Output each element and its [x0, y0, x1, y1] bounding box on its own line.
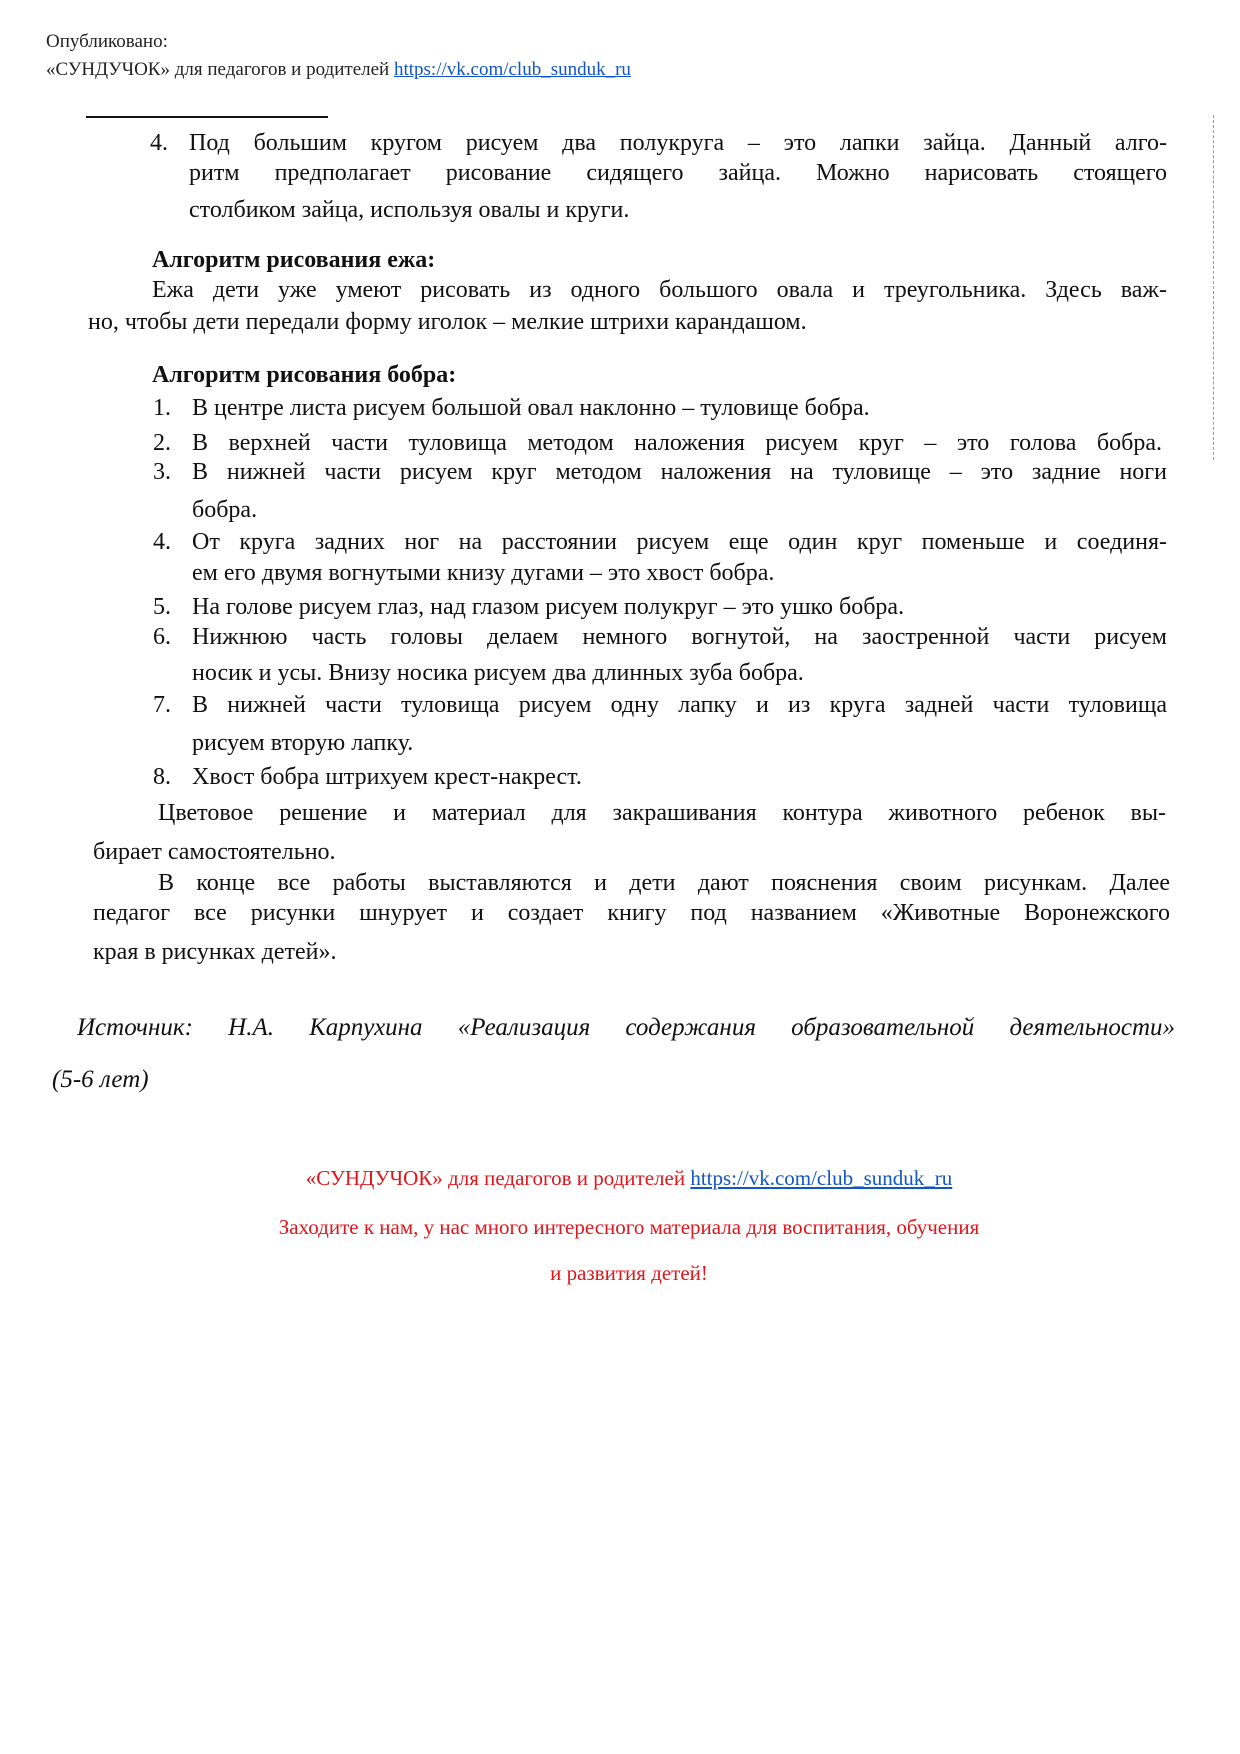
text-line: В нижней части туловища рисуем одну лапку и из круга задней части туловища	[192, 692, 1167, 718]
text-line: бобра.	[192, 497, 258, 523]
text-line: Ежа дети уже умеют рисовать из одного большого овала и треугольника. Здесь важ-	[152, 277, 1167, 303]
footnote-rule	[86, 116, 328, 118]
text-line: педагог все рисунки шнурует и создает книгу под названием «Животные Воронежского	[93, 900, 1170, 926]
list-number: 2.	[153, 430, 171, 456]
text-line: ритм предполагает рисование сидящего зайца. Можно нарисовать стоящего	[189, 160, 1167, 186]
list-number: 4.	[153, 529, 171, 555]
text-line: В нижней части рисуем круг методом наложения на туловище – это задние ноги	[192, 459, 1167, 485]
text-line: рисуем вторую лапку.	[192, 730, 414, 756]
text-line: столбиком зайца, используя овалы и круги.	[189, 197, 630, 223]
footer-invite-2: и развития детей!	[550, 1261, 708, 1285]
text-line: Цветовое решение и материал для закрашивания контура животного ребенок вы-	[158, 800, 1166, 826]
text-line: носик и усы. Внизу носика рисуем два длинных зуба бобра.	[192, 660, 804, 686]
list-number: 4.	[150, 130, 168, 156]
text-line: края в рисунках детей».	[93, 939, 337, 965]
footer-source	[0, 1165, 1240, 1191]
text-line: ем его двумя вогнутыми книзу дугами – это хвост бобра.	[192, 560, 775, 586]
list-number: 1.	[153, 395, 171, 421]
text-line: В центре листа рисуем большой овал наклонно – туловище бобра.	[192, 395, 870, 421]
footer-source-text: «СУНДУЧОК» для педагогов и родителей	[305, 1166, 686, 1190]
list-number: 6.	[153, 624, 171, 650]
text-line: В конце все работы выставляются и дети дают пояснения своим рисункам. Далее	[158, 870, 1170, 896]
source-age: (5-6 лет)	[52, 1066, 149, 1093]
text-line: но, чтобы дети передали форму иголок – мелкие штрихи карандашом.	[88, 309, 807, 335]
text-line: В верхней части туловища методом наложения рисуем круг – это голова бобра.	[192, 430, 1162, 456]
list-number: 8.	[153, 764, 171, 790]
text-line: Под большим кругом рисуем два полукруга – это лапки зайца. Данный алго-	[189, 130, 1167, 156]
scan-edge	[1213, 115, 1214, 460]
published-label: Опубликовано:	[46, 31, 168, 52]
section-heading: Алгоритм рисования бобра:	[152, 362, 457, 388]
header-link[interactable]: https://vk.com/club_sunduk_ru	[393, 59, 631, 80]
list-number: 5.	[153, 594, 171, 620]
list-number: 3.	[153, 459, 171, 485]
header-source-text: «СУНДУЧОК» для педагогов и родителей	[46, 59, 390, 80]
source-citation: Источник: Н.А. Карпухина «Реализация содержания образовательной деятельности»	[77, 1014, 1175, 1041]
text-line: бирает самостоятельно.	[93, 839, 336, 865]
list-number: 7.	[153, 692, 171, 718]
text-line: От круга задних ног на расстоянии рисуем еще один круг поменьше и соединя-	[192, 529, 1167, 555]
section-heading: Алгоритм рисования ежа:	[152, 247, 436, 273]
text-line: Нижнюю часть головы делаем немного вогнутой, на заостренной части рисуем	[192, 624, 1167, 650]
text-line: Хвост бобра штрихуем крест-накрест.	[192, 764, 582, 790]
header-source	[46, 58, 631, 82]
text-line: На голове рисуем глаз, над глазом рисуем полукруг – это ушко бобра.	[192, 594, 905, 620]
footer-link[interactable]: https://vk.com/club_sunduk_ru	[690, 1166, 953, 1190]
footer-invite: Заходите к нам, у нас много интересного материала для воспитания, обучения	[278, 1215, 980, 1239]
